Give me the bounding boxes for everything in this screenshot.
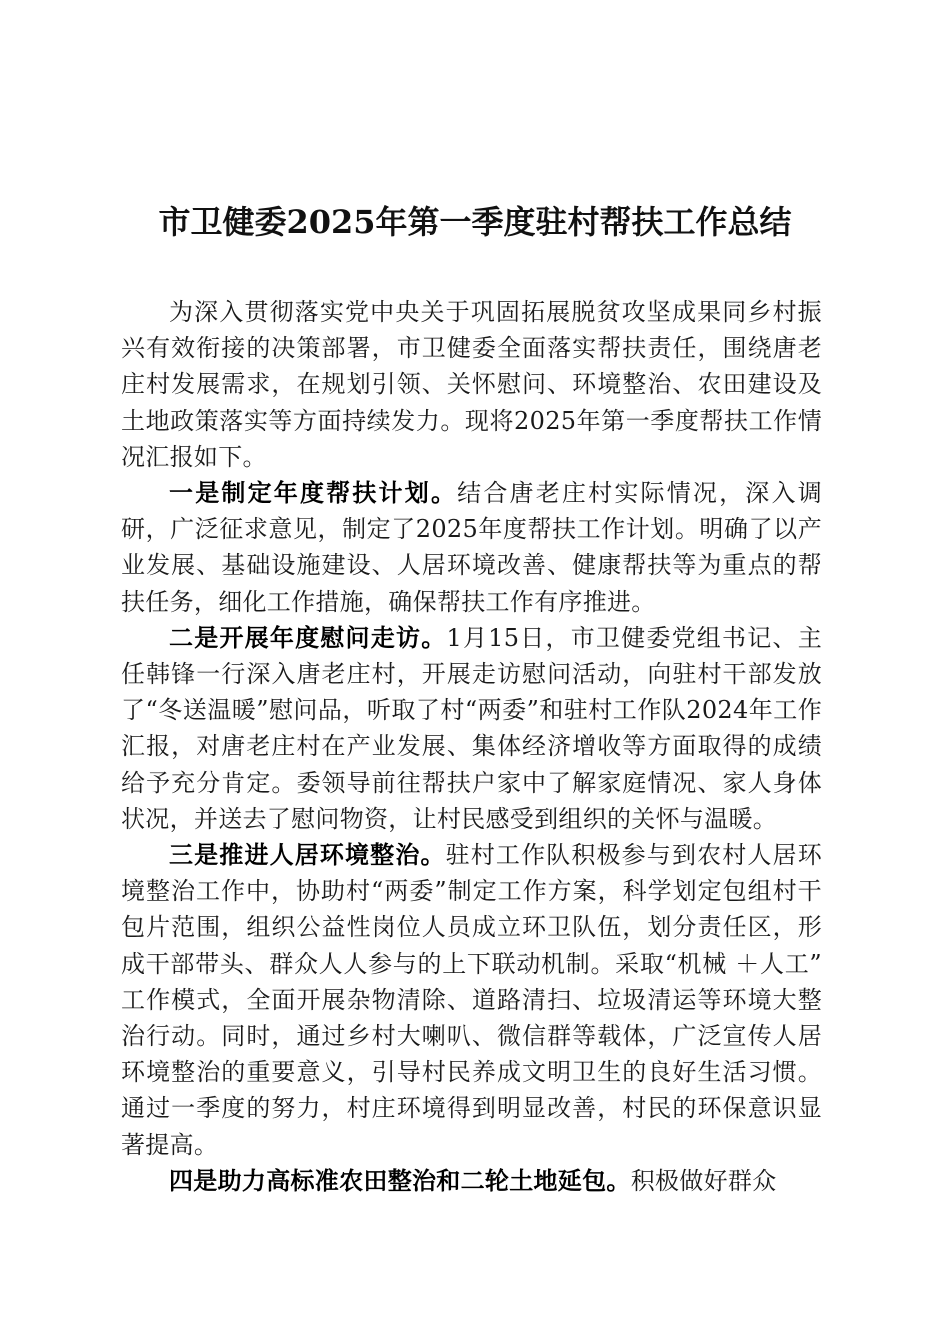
document-body (121, 294, 822, 1199)
document-title: 市卫健委2025年第一季度驻村帮扶工作总结 (158, 203, 792, 241)
section-paragraph-4 (121, 1163, 822, 1199)
section-text-3: 驻村工作队积极参与到农村人居环境整治工作中，协助村“两委”制定工作方案，科学划定包组村干包片范围，组织公益性岗位人员成立环卫队伍，划分责任区，形成干部带头、群众人人参与的上下联动机制。采取“机械 ＋人工” 工作模式，全面开展杂物清除、道路清扫、垃圾清运等环境大整治行动。同时，通过乡村大喇叭、微信群等载体，广泛宣传人居环境整治的重要意义，引导村民养成文明卫生的良好生活习惯。通过一季度的努力，村庄环境得到明显改善，村民的环保意识显著提高。 (121, 841, 822, 1159)
section-heading-2: 二是开展年度慰问走访。 (169, 622, 447, 652)
section-text-1: 结合唐老庄村实际情况，深入调研，广泛征求意见，制定了2025年度帮扶工作计划。明确了以产业发展、基础设施建设、人居环境改善、健康帮扶等为重点的帮扶任务，细化工作措施，确保帮扶工作有序推进。 (121, 479, 822, 616)
section-paragraph-1 (121, 475, 822, 620)
section-paragraph-3 (121, 837, 822, 1163)
section-heading-3: 三是推进人居环境整治。 (169, 840, 446, 870)
section-heading-1: 一是制定年度帮扶计划。 (169, 478, 458, 508)
intro-paragraph: 为深入贯彻落实党中央关于巩固拓展脱贫攻坚成果同乡村振兴有效衔接的决策部署，市卫健委全面落实帮扶责任，围绕唐老庄村发展需求，在规划引领、关怀慰问、环境整治、农田建设及土地政策落实等方面持续发力。现将2025年第一季度帮扶工作情况汇报如下。 (121, 298, 822, 471)
section-text-4: 积极做好群众 (630, 1166, 777, 1195)
section-text-2: 1月15日，市卫健委党组书记、主任韩锋一行深入唐老庄村，开展走访慰问活动，向驻村干部发放了“冬送温暖”慰问品，听取了村“两委”和驻村工作队2024年工作汇报，对唐老庄村在产业发展、集体经济增收等方面取得的成绩给予充分肯定。委领导前往帮扶户家中了解家庭情况、家人身体状况，并送去了慰问物资，让村民感受到组织的关怀与温暖。 (121, 623, 823, 833)
section-heading-4: 四是助力高标准农田整治和二轮土地延包。 (169, 1165, 631, 1195)
section-paragraph-2 (121, 620, 822, 837)
